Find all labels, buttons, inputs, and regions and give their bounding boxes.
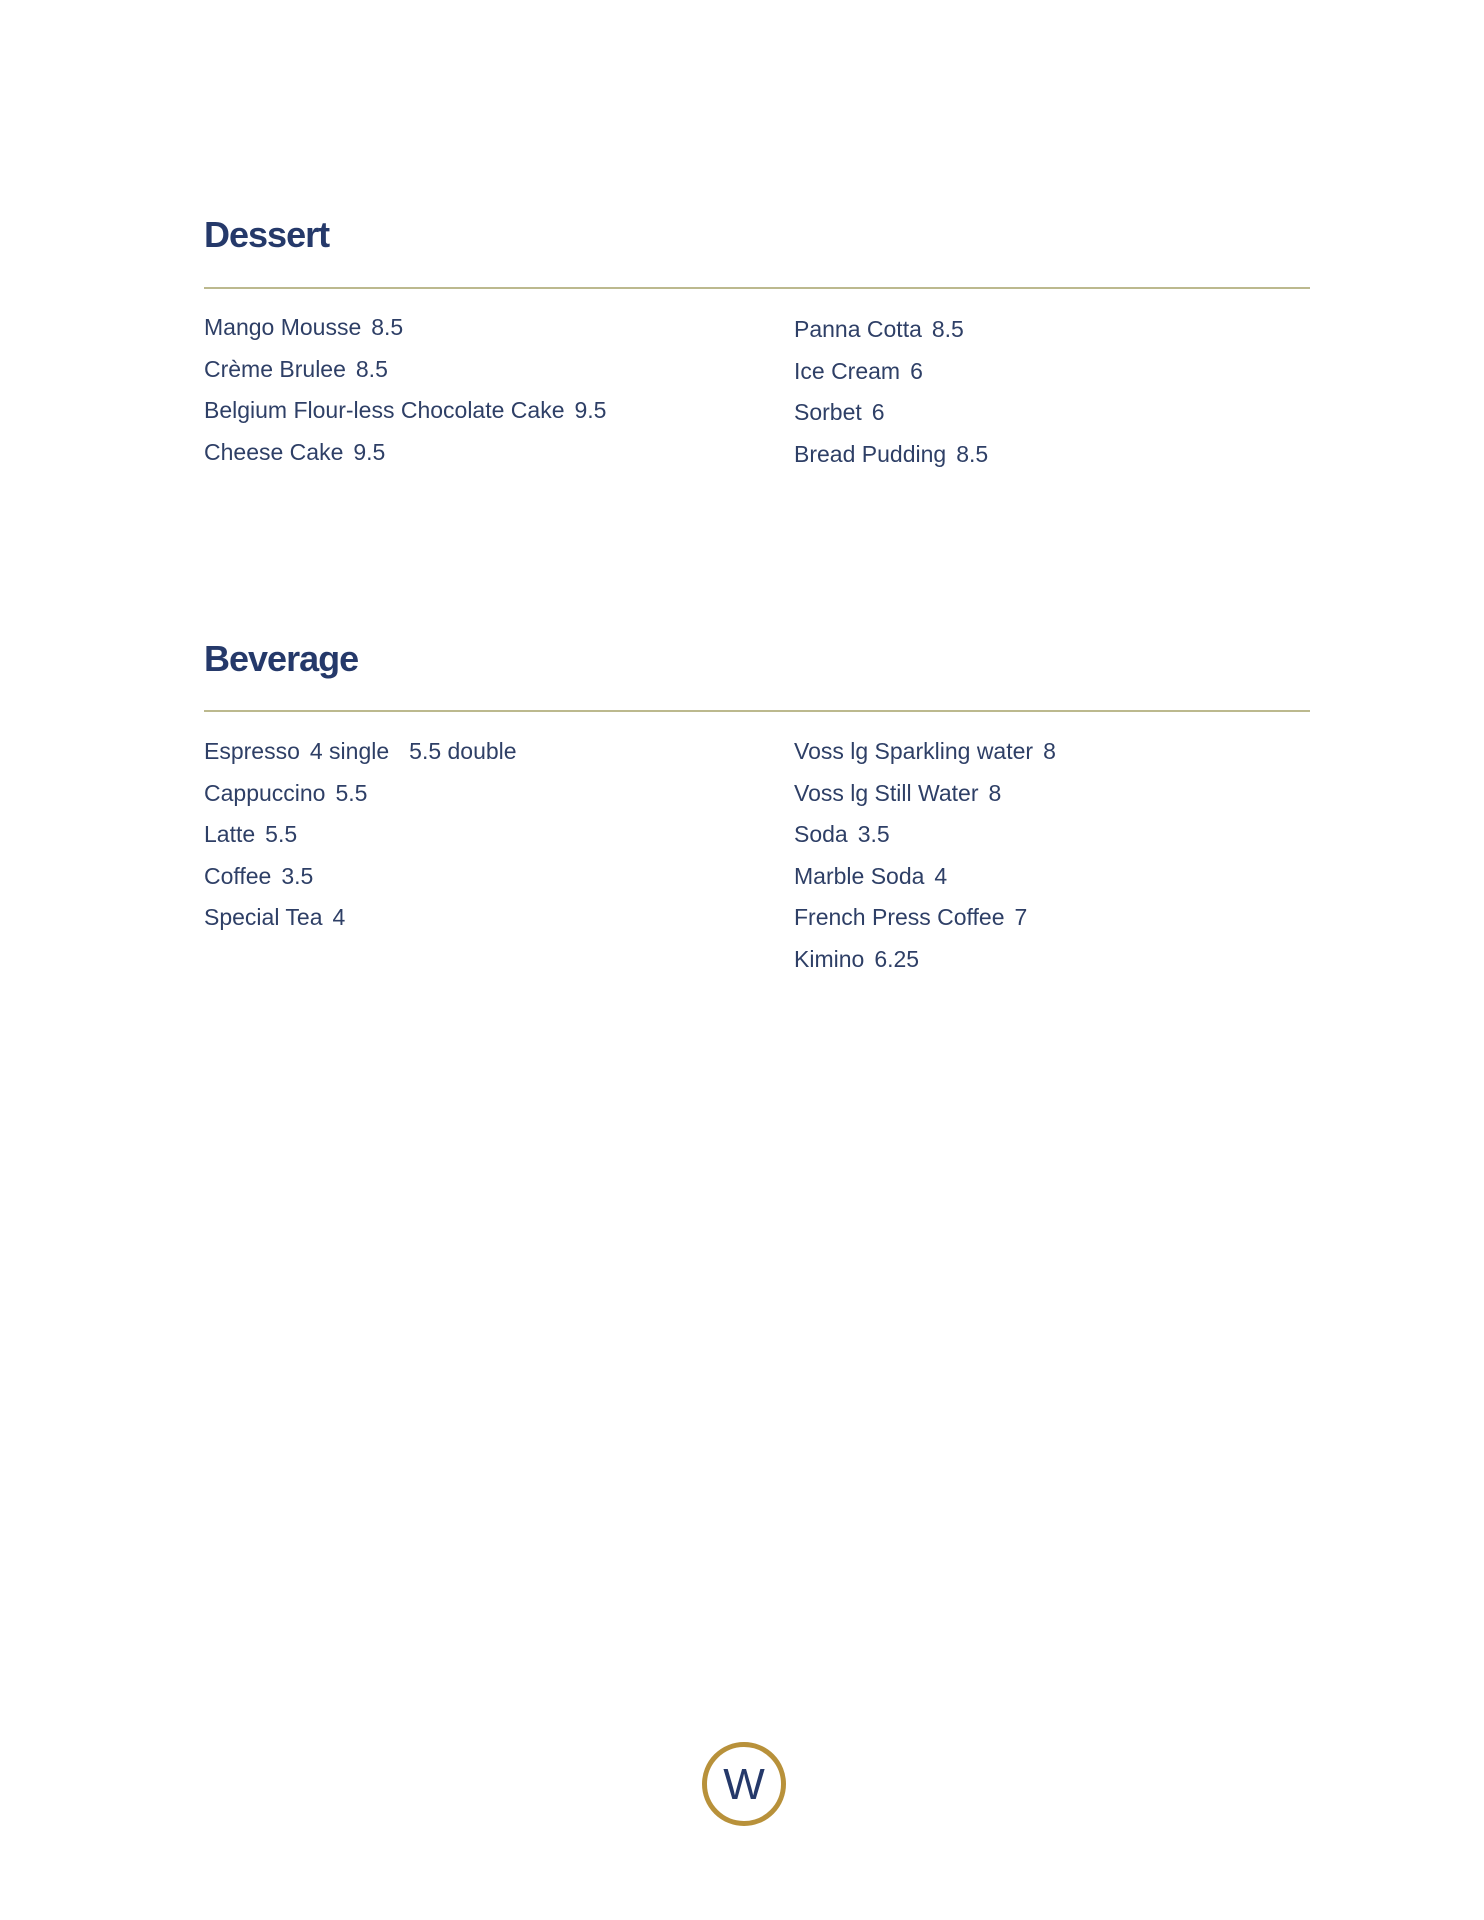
item-price: 6 [871, 399, 885, 425]
item-name: Special Tea [204, 904, 323, 930]
logo-mark [702, 1742, 786, 1826]
item-price: 8.5 [371, 314, 404, 340]
menu-item [794, 773, 1056, 815]
menu-item [794, 351, 988, 393]
item-price: 6 [910, 357, 923, 384]
item-price: 6.25 [874, 945, 920, 972]
item-name: Latte [204, 821, 256, 847]
item-price: 7 [1014, 904, 1028, 930]
beverage-heading: Beverage [204, 638, 359, 679]
item-name: Soda [794, 821, 848, 847]
item-name: Mango Mousse [204, 314, 362, 340]
dessert-left-list [204, 307, 606, 473]
menu-item [794, 434, 988, 476]
beverage-section [204, 636, 1310, 972]
item-price: 5.5 [265, 821, 298, 847]
item-name: Coffee [204, 862, 272, 889]
menu-item [204, 856, 517, 898]
item-price: 3.5 [281, 862, 314, 889]
item-name: Sorbet [794, 399, 862, 425]
menu-item [204, 773, 517, 815]
item-name: Bread Pudding [794, 440, 947, 467]
item-name: French Press Coffee [794, 904, 1005, 930]
item-price: 8.5 [931, 316, 964, 342]
item-name: Voss lg Still Water [794, 779, 979, 806]
menu-item [794, 856, 1056, 898]
item-price: 8 [1043, 738, 1056, 764]
item-name: Cappuccino [204, 779, 326, 806]
menu-item [794, 939, 1056, 981]
menu-item [204, 731, 517, 773]
item-price: 3.5 [857, 821, 890, 847]
item-name: Ice Cream [794, 357, 901, 384]
dessert-divider [204, 287, 1310, 289]
dessert-right-list [794, 309, 988, 475]
item-name: Belgium Flour-less Chocolate Cake [204, 397, 565, 423]
menu-item [794, 897, 1056, 939]
item-name: Marble Soda [794, 862, 925, 889]
menu-item [204, 897, 517, 939]
brand-logo-icon [702, 1742, 786, 1826]
item-name: Espresso [204, 738, 300, 764]
menu-item [794, 731, 1056, 773]
menu-item [204, 432, 606, 474]
item-price: 8.5 [355, 355, 388, 382]
item-price: 8 [988, 779, 1002, 806]
item-name: Panna Cotta [794, 316, 922, 342]
menu-item [794, 392, 988, 434]
item-price: 5.5 [335, 779, 368, 806]
menu-item [204, 814, 517, 856]
beverage-divider [204, 710, 1310, 712]
item-price: 4 single [309, 738, 390, 764]
menu-item [794, 814, 1056, 856]
menu-item [204, 390, 606, 432]
item-name: Cheese Cake [204, 438, 344, 465]
item-name: Crème Brulee [204, 355, 346, 382]
item-price: 9.5 [353, 438, 386, 465]
logo-letter: W [723, 1760, 765, 1809]
item-name: Voss lg Sparkling water [794, 738, 1034, 764]
item-price: 4 [332, 904, 346, 930]
dessert-section [204, 212, 1310, 467]
menu-item [204, 349, 606, 391]
dessert-heading: Dessert [204, 214, 330, 255]
menu-item [794, 309, 988, 351]
item-price: 4 [934, 862, 948, 889]
beverage-left-list [204, 731, 517, 939]
item-price: 9.5 [574, 397, 607, 423]
beverage-right-list [794, 731, 1056, 980]
item-price-double: 5.5 double [409, 738, 517, 764]
item-price: 8.5 [956, 440, 989, 467]
item-name: Kimino [794, 945, 865, 972]
menu-item [204, 307, 606, 349]
